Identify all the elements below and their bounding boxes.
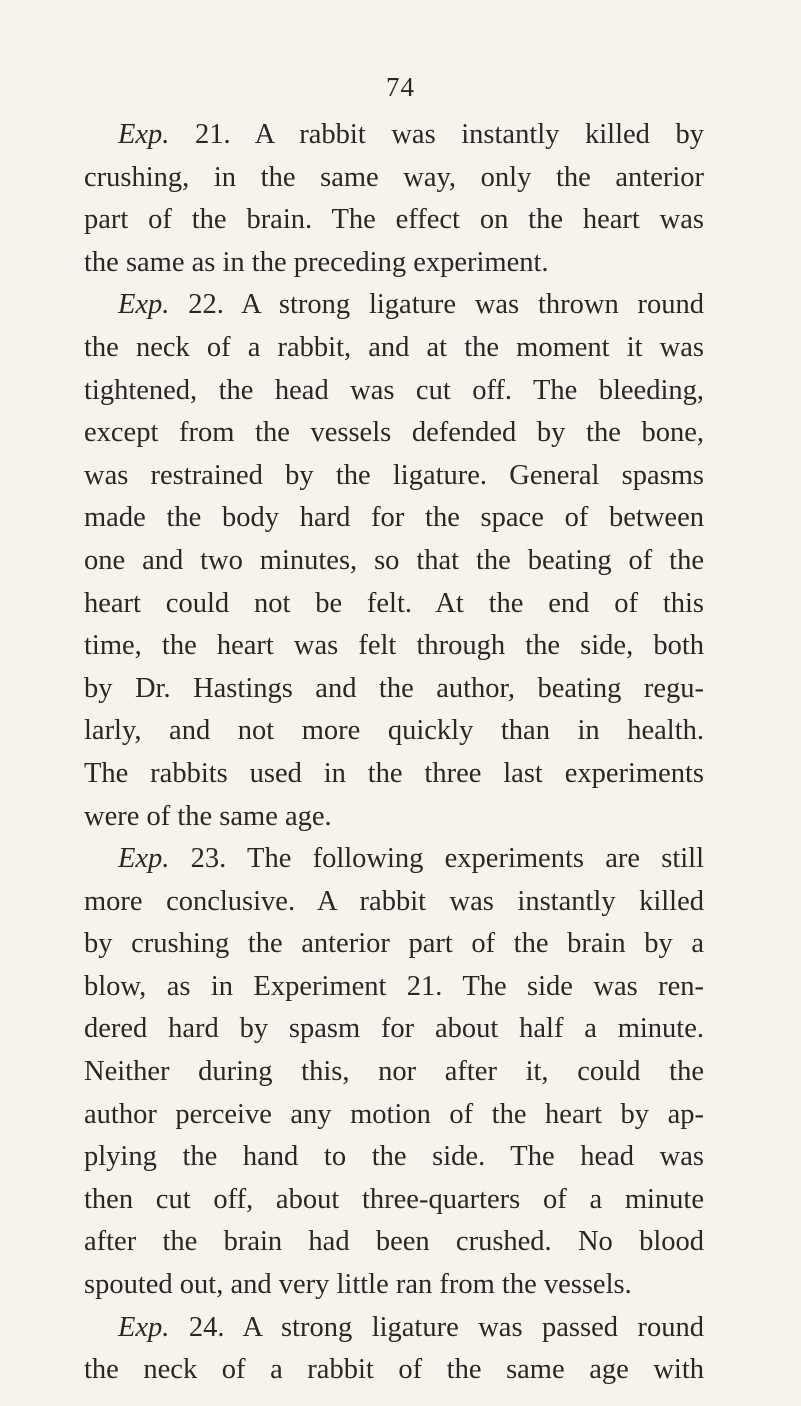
line-text: author perceive any motion of the heart by ap-	[84, 1098, 704, 1130]
line-text: were of the same age.	[84, 800, 332, 832]
text-line	[84, 497, 704, 540]
line-text: Neither during this, nor after it, could the	[84, 1056, 704, 1088]
line-text: larly, and not more quickly than in health.	[84, 715, 704, 747]
text-line	[84, 455, 704, 498]
text-line	[84, 796, 704, 839]
line-text: dered hard by spasm for about half a minute.	[84, 1013, 704, 1045]
line-text: the neck of a rabbit, and at the moment it was	[84, 331, 704, 363]
text-line	[84, 1264, 704, 1307]
experiment-label: Exp.	[118, 289, 170, 321]
text-line	[84, 327, 704, 370]
line-text: time, the heart was felt through the side, both	[84, 630, 704, 662]
line-text: made the body hard for the space of between	[84, 502, 704, 534]
text-line	[84, 540, 704, 583]
line-text: blow, as in Experiment 21. The side was ren-	[84, 970, 704, 1002]
body-text	[84, 114, 704, 1392]
text-line	[84, 370, 704, 413]
text-line	[84, 412, 704, 455]
text-line	[84, 1008, 704, 1051]
experiment-label: Exp.	[118, 119, 170, 150]
text-line	[84, 881, 704, 924]
line-text: then cut off, about three-quarters of a minute	[84, 1183, 704, 1215]
line-text: after the brain had been crushed. No blood	[84, 1226, 704, 1258]
experiment-label: Exp.	[118, 843, 170, 875]
line-text: except from the vessels defended by the bone,	[84, 417, 704, 449]
text-line	[84, 1136, 704, 1179]
line-text: spouted out, and very little ran from the vessels.	[84, 1269, 632, 1301]
text-line	[84, 1349, 704, 1392]
text-line	[84, 710, 704, 753]
line-text: crushing, in the same way, only the anterior	[84, 161, 704, 193]
line-text: 21. A rabbit was instantly killed by	[169, 119, 704, 150]
text-line	[84, 668, 704, 711]
text-line	[84, 114, 704, 157]
text-line	[84, 1051, 704, 1094]
line-text: heart could not be felt. At the end of this	[84, 587, 704, 619]
text-line	[84, 838, 704, 881]
text-line	[84, 1179, 704, 1222]
line-text: was restrained by the ligature. General spasms	[84, 459, 704, 491]
line-text: the neck of a rabbit of the same age with	[84, 1354, 704, 1386]
line-text: 22. A strong ligature was thrown round	[169, 289, 704, 321]
line-text: by crushing the anterior part of the brain by a	[84, 928, 704, 960]
text-line	[84, 242, 704, 285]
text-line	[84, 157, 704, 200]
text-line	[84, 1094, 704, 1137]
text-line	[84, 284, 704, 327]
line-text: tightened, the head was cut off. The bleeding,	[84, 374, 704, 406]
line-text: one and two minutes, so that the beating of the	[84, 544, 704, 576]
line-text: 23. The following experiments are still	[169, 843, 704, 875]
text-line	[84, 583, 704, 626]
line-text: The rabbits used in the three last experiments	[84, 757, 704, 789]
line-text: part of the brain. The effect on the heart was	[84, 204, 704, 236]
text-line	[84, 966, 704, 1009]
text-line	[84, 1307, 704, 1350]
line-text: the same as in the preceding experiment.	[84, 246, 549, 278]
page-number: 74	[386, 72, 415, 102]
text-line	[84, 625, 704, 668]
line-text: plying the hand to the side. The head was	[84, 1141, 704, 1173]
line-text: by Dr. Hastings and the author, beating regu-	[84, 672, 704, 704]
line-text: more conclusive. A rabbit was instantly killed	[84, 885, 704, 917]
text-line	[84, 1221, 704, 1264]
experiment-label: Exp.	[118, 1311, 170, 1343]
text-line	[84, 753, 704, 796]
line-text: 24. A strong ligature was passed round	[169, 1311, 704, 1343]
text-line	[84, 199, 704, 242]
text-line	[84, 923, 704, 966]
